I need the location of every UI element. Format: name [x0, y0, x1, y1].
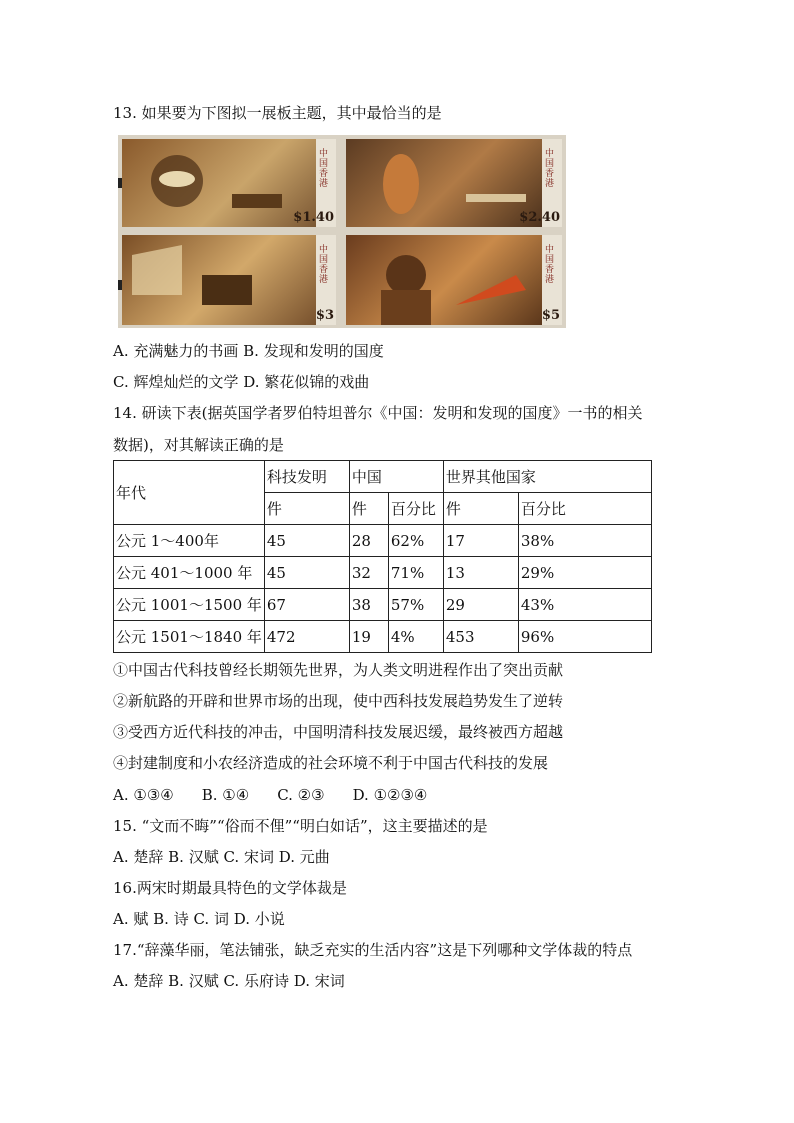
statement-1: ①中国古代科技曾经长期领先世界，为人类文明进程作出了突出贡献	[113, 661, 564, 679]
invention-statistics-table	[113, 460, 652, 653]
question-17-options: A. 楚辞 B. 汉赋 C. 乐府诗 D. 宋词	[113, 972, 345, 990]
cell-china-percent: 62%	[388, 525, 443, 557]
stamp-papermaking	[346, 139, 562, 227]
table-row	[114, 589, 652, 621]
stamp-printing	[122, 235, 336, 325]
stamp-gunpowder	[346, 235, 562, 325]
table-row	[114, 525, 652, 557]
perforation-mark	[118, 178, 122, 188]
cell-china-count: 19	[349, 621, 388, 653]
option-a: A. ①③④	[113, 786, 174, 804]
question-13-stem: 13. 如果要为下图拟一展板主题，其中最恰当的是	[113, 104, 442, 122]
question-15-stem: 15. “文而不晦”“俗而不俚”“明白如话”，这主要描述的是	[113, 817, 488, 835]
cell-total: 45	[264, 525, 349, 557]
table-row	[114, 621, 652, 653]
cell-world-percent: 38%	[518, 525, 651, 557]
cell-total: 472	[264, 621, 349, 653]
printing-illustration	[122, 235, 336, 325]
header-china: 中国	[349, 461, 443, 493]
question-15-options: A. 楚辞 B. 汉赋 C. 宋词 D. 元曲	[113, 848, 330, 866]
cell-china-percent: 71%	[388, 557, 443, 589]
cell-china-count: 32	[349, 557, 388, 589]
cell-era: 公元 1001～1500 年	[114, 589, 265, 621]
question-13-options-line-1: A. 充满魅力的书画 B. 发现和发明的国度	[113, 342, 384, 360]
statement-3: ③受西方近代科技的冲击，中国明清科技发展迟缓，最终被西方超越	[113, 723, 564, 741]
question-13-options-line-2: C. 辉煌灿烂的文学 D. 繁花似锦的戏曲	[113, 373, 370, 391]
subheader-percent: 百分比	[518, 493, 651, 525]
stamp-3-price: $3	[315, 308, 334, 323]
header-world: 世界其他国家	[443, 461, 651, 493]
question-14-stem-line-1: 14. 研读下表(据英国学者罗伯特坦普尔《中国：发明和发现的国度》一书的相关	[113, 404, 643, 422]
cell-world-percent: 43%	[518, 589, 651, 621]
question-17-stem: 17.“辞藻华丽，笔法铺张，缺乏充实的生活内容”这是下列哪种文学体裁的特点	[113, 941, 633, 959]
cell-world-percent: 29%	[518, 557, 651, 589]
subheader-count: 件	[443, 493, 518, 525]
gunpowder-illustration	[346, 235, 562, 325]
stamp-compass	[122, 139, 336, 227]
cell-total: 45	[264, 557, 349, 589]
question-14-stem-line-2: 数据)，对其解读正确的是	[113, 436, 284, 454]
stamp-4-price: $5	[541, 308, 560, 323]
cell-era: 公元 1～400年	[114, 525, 265, 557]
stamp-sheet-image	[118, 135, 566, 328]
subheader-count: 件	[349, 493, 388, 525]
option-c: C. ②③	[277, 786, 325, 804]
table-row	[114, 557, 652, 589]
question-16-options: A. 赋 B. 诗 C. 词 D. 小说	[113, 910, 285, 928]
cell-china-count: 28	[349, 525, 388, 557]
subheader-percent: 百分比	[388, 493, 443, 525]
stamp-2-region: 中国香港	[545, 149, 555, 189]
stamp-1-price: $1.40	[293, 210, 334, 225]
cell-world-percent: 96%	[518, 621, 651, 653]
cell-china-count: 38	[349, 589, 388, 621]
cell-world-count: 29	[443, 589, 518, 621]
question-16-stem: 16.两宋时期最具特色的文学体裁是	[113, 879, 347, 897]
cell-world-count: 17	[443, 525, 518, 557]
subheader-count: 件	[264, 493, 349, 525]
question-14-options	[113, 785, 427, 805]
option-d: D. ①②③④	[352, 786, 428, 804]
table-header-row	[114, 461, 652, 493]
perforation-mark	[118, 280, 122, 290]
statement-2: ②新航路的开辟和世界市场的出现，使中西科技发展趋势发生了逆转	[113, 692, 564, 710]
option-b: B. ①④	[201, 786, 250, 804]
stamp-3-region: 中国香港	[319, 245, 329, 285]
stamp-2-price: $2.40	[519, 210, 560, 225]
statement-4: ④封建制度和小农经济造成的社会环境不利于中国古代科技的发展	[113, 754, 549, 772]
cell-world-count: 13	[443, 557, 518, 589]
cell-total: 67	[264, 589, 349, 621]
cell-china-percent: 57%	[388, 589, 443, 621]
cell-china-percent: 4%	[388, 621, 443, 653]
stamp-4-region: 中国香港	[545, 245, 555, 285]
stamp-1-region: 中国香港	[319, 149, 329, 189]
cell-world-count: 453	[443, 621, 518, 653]
cell-era: 公元 1501～1840 年	[114, 621, 265, 653]
header-era: 年代	[114, 461, 265, 525]
cell-era: 公元 401～1000 年	[114, 557, 265, 589]
header-tech: 科技发明	[264, 461, 349, 493]
